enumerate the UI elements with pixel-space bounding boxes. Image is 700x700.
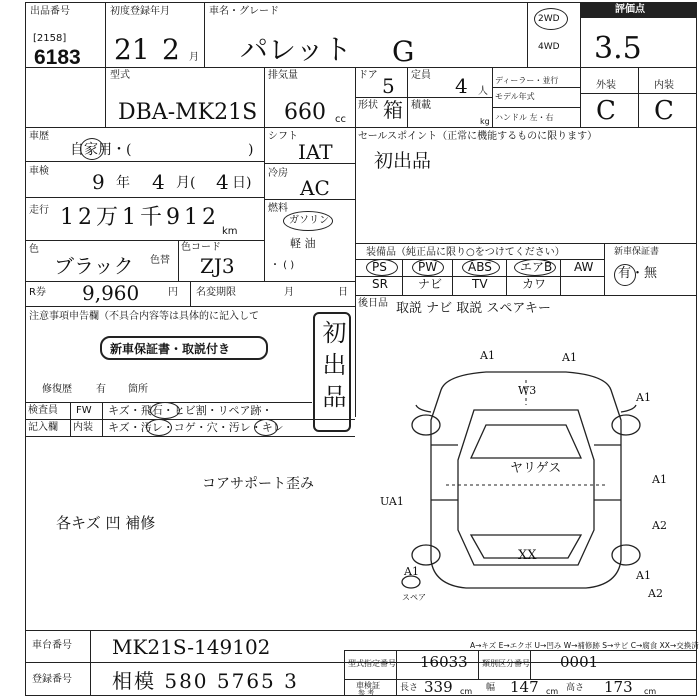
interior-label: 内装 xyxy=(654,80,674,91)
type-value: DBA-MK21S xyxy=(118,100,258,125)
fw-items: キズ・飛石・ヒビ割・リペア跡・ xyxy=(108,404,273,417)
mark-a1-right-mid: A1 xyxy=(652,473,667,486)
shaken-day: 4 xyxy=(216,170,229,194)
warranty-stamp-text: 新車保証書・取説付き xyxy=(110,342,231,356)
interior-grade: C xyxy=(654,96,674,126)
mileage-label: 走行 xyxy=(29,205,49,216)
equip-leather: カワ xyxy=(522,277,547,291)
fuel-diesel: 軽 油 xyxy=(290,237,316,250)
exterior-grade: C xyxy=(596,96,616,126)
load-label: 積載 xyxy=(411,100,431,111)
equip-sr: SR xyxy=(372,277,388,291)
shaken-year-unit: 年 xyxy=(116,175,130,191)
shaken-day-unit: 日) xyxy=(232,175,252,191)
after-value: 取説 ナビ 取説 スペアキー xyxy=(396,301,551,316)
length-value: 339 xyxy=(424,678,453,696)
height-value: 173 xyxy=(604,678,633,696)
chip-circle xyxy=(150,402,180,419)
chassis-value: MK21S-149102 xyxy=(112,635,271,659)
grade: G xyxy=(392,35,415,68)
spare-label: スペア xyxy=(402,593,426,602)
shape-label: 形状 xyxy=(358,100,378,111)
shift-label: シフト xyxy=(268,131,298,142)
load-unit: kg xyxy=(480,117,490,126)
class-value: 0001 xyxy=(560,653,599,671)
lot-no: 6183 xyxy=(34,46,81,69)
height-unit: cm xyxy=(644,687,657,696)
drive-2wd: 2WD xyxy=(538,14,560,24)
interior-items: キズ・汚レ・コゲ・穴・汚レ・キレ xyxy=(108,421,284,434)
pw-circle xyxy=(412,259,444,276)
shaken-label: 車検 xyxy=(29,166,49,177)
first-reg-year: 21 xyxy=(114,33,150,66)
type-approval-value: 16033 xyxy=(420,653,468,671)
mark-a1-front-left: A1 xyxy=(480,349,495,362)
displacement-unit: cc xyxy=(335,114,346,125)
damage-legend: A→キズ E→エクボ U→凹み W→補修跡 S→サビ C→腐食 XX→交換済 xyxy=(470,641,699,650)
shaken-month: 4 xyxy=(152,170,165,194)
doors-label: ドア xyxy=(358,70,378,81)
mark-a2-rear: A2 xyxy=(648,587,663,600)
mileage-value: 12万1千912 xyxy=(60,205,220,230)
width-value: 147 xyxy=(510,678,539,696)
rating: 3.5 xyxy=(594,31,642,66)
first-reg-label: 初度登録年月 xyxy=(110,6,170,17)
recycle-value: 9,960 xyxy=(82,281,140,305)
model-name: パレット xyxy=(240,33,352,66)
doors-value: 5 xyxy=(382,74,395,98)
rating-label: 評価点 xyxy=(615,4,645,15)
capacity-unit: 人 xyxy=(478,86,488,97)
color-value: ブラック xyxy=(54,254,134,278)
length-unit: cm xyxy=(460,687,473,696)
class-label: 類別区分番号 xyxy=(482,659,530,668)
month-unit: 月 xyxy=(189,52,199,63)
mark-a1-rear-left: A1 xyxy=(404,565,419,578)
equip-tv: TV xyxy=(472,277,488,291)
notes-label: 注意事項申告欄（不具合内容等は具体的に記入して xyxy=(29,311,259,322)
type-label: 型式 xyxy=(110,70,130,81)
color-code-value: ZJ3 xyxy=(200,254,235,278)
mark-a1-right-front: A1 xyxy=(636,391,651,404)
width-label: 幅 xyxy=(486,683,496,693)
dims-label-2: 参 考 xyxy=(358,689,375,697)
equip-pw: PW xyxy=(418,260,438,274)
interior-insp-label: 内装 xyxy=(73,422,93,433)
aircon-label: 冷房 xyxy=(268,168,288,179)
color-label: 色 xyxy=(29,244,39,255)
lot-code: [2158] xyxy=(33,33,67,44)
lot-no-label: 出品番号 xyxy=(30,6,70,17)
diagram-center-note: ヤリゲス xyxy=(510,461,562,476)
length-label: 長さ xyxy=(400,683,419,693)
repair-value: 有 xyxy=(96,384,106,395)
handle-label: ハンドル 左・右 xyxy=(495,113,554,122)
equipment-label: 装備品（純正品に限り○をつけてください） xyxy=(366,247,565,258)
airbag-circle xyxy=(514,259,556,276)
exterior-label: 外装 xyxy=(596,80,616,91)
sales-points-label: セールスポイント（正常に機能するものに限ります） xyxy=(358,131,598,142)
warranty-value: 有・無 xyxy=(618,266,658,281)
dims-label-1: 車検証 xyxy=(356,681,380,690)
name-change-label: 名変期限 xyxy=(196,287,236,298)
mark-a1-rear-right: A1 xyxy=(636,569,651,582)
first-listing-stamp-text: 初出品 xyxy=(318,320,346,416)
sales-points-value: 初出品 xyxy=(374,150,432,172)
inspector-label-1: 検査員 xyxy=(28,405,58,416)
ps-circle xyxy=(366,259,398,276)
mark-w3: W3 xyxy=(518,384,537,397)
displacement-value: 660 xyxy=(284,100,326,125)
history-label: 車歴 xyxy=(29,131,49,142)
history-value: 自家用・( xyxy=(70,142,132,158)
equip-navi: ナビ xyxy=(418,277,443,291)
shaken-year: 9 xyxy=(92,170,105,194)
free-note-2: 各キズ 凹 補修 xyxy=(56,514,156,532)
after-label: 後日品 xyxy=(358,298,388,309)
private-use-circle xyxy=(80,138,104,160)
model-name-label: 車名・グレード xyxy=(209,6,279,17)
mark-xx: XX xyxy=(518,548,537,563)
free-note-1: コアサポート歪み xyxy=(202,476,314,492)
type-approval-label: 型式指定番号 xyxy=(348,659,396,668)
fuel-gasoline: ガソリン xyxy=(289,215,329,226)
first-reg-month: 2 xyxy=(162,33,180,66)
mark-a2-right: A2 xyxy=(652,519,667,532)
shape-value: 箱 xyxy=(383,98,403,122)
dirt-circle xyxy=(146,419,172,436)
reg-label: 登録番号 xyxy=(32,674,72,685)
mileage-unit: km xyxy=(222,226,238,237)
fuel-other: ・ ( ) xyxy=(270,260,295,271)
abs-circle xyxy=(462,259,500,276)
displacement-label: 排気量 xyxy=(268,70,298,81)
repaint-label: 色替 xyxy=(150,255,170,266)
shift-value: IAT xyxy=(298,140,333,164)
width-unit: cm xyxy=(546,687,559,696)
equip-aw: AW xyxy=(574,260,594,274)
name-change-day: 日 xyxy=(338,287,348,298)
equip-abs: ABS xyxy=(468,260,492,274)
chassis-label: 車台番号 xyxy=(32,640,72,651)
recycle-label: R券 xyxy=(29,287,46,298)
color-code-label: 色コード xyxy=(181,242,221,253)
fuel-label: 燃料 xyxy=(268,203,288,214)
equip-ps: PS xyxy=(372,260,387,274)
recycle-unit: 円 xyxy=(168,287,178,298)
inspector-label-2: 記入欄 xyxy=(28,422,58,433)
stain-circle xyxy=(254,419,278,436)
drive-4wd: 4WD xyxy=(538,42,560,52)
capacity-value: 4 xyxy=(455,74,468,98)
warranty-yes-circle xyxy=(614,264,636,286)
shaken-month-unit: 月( xyxy=(176,175,196,191)
capacity-label: 定員 xyxy=(411,70,431,81)
repair-unit: 箇所 xyxy=(128,384,148,395)
fw-label: FW xyxy=(76,405,92,416)
reg-value: 相模 580 5765 3 xyxy=(112,669,299,693)
name-change-month: 月 xyxy=(284,287,294,298)
repair-label: 修復歴 xyxy=(42,384,72,395)
warranty-label: 新車保証書 xyxy=(614,247,660,257)
model-year-label: モデル年式 xyxy=(495,92,535,101)
dealer-label: ディーラー・並行 xyxy=(495,76,559,85)
equip-airbag: エアB xyxy=(520,260,553,274)
mark-ua1: UA1 xyxy=(380,495,404,508)
history-close-paren: ) xyxy=(248,142,254,158)
height-label: 高さ xyxy=(566,683,585,693)
mark-a1-front-right: A1 xyxy=(562,351,577,364)
aircon-value: AC xyxy=(300,176,330,200)
